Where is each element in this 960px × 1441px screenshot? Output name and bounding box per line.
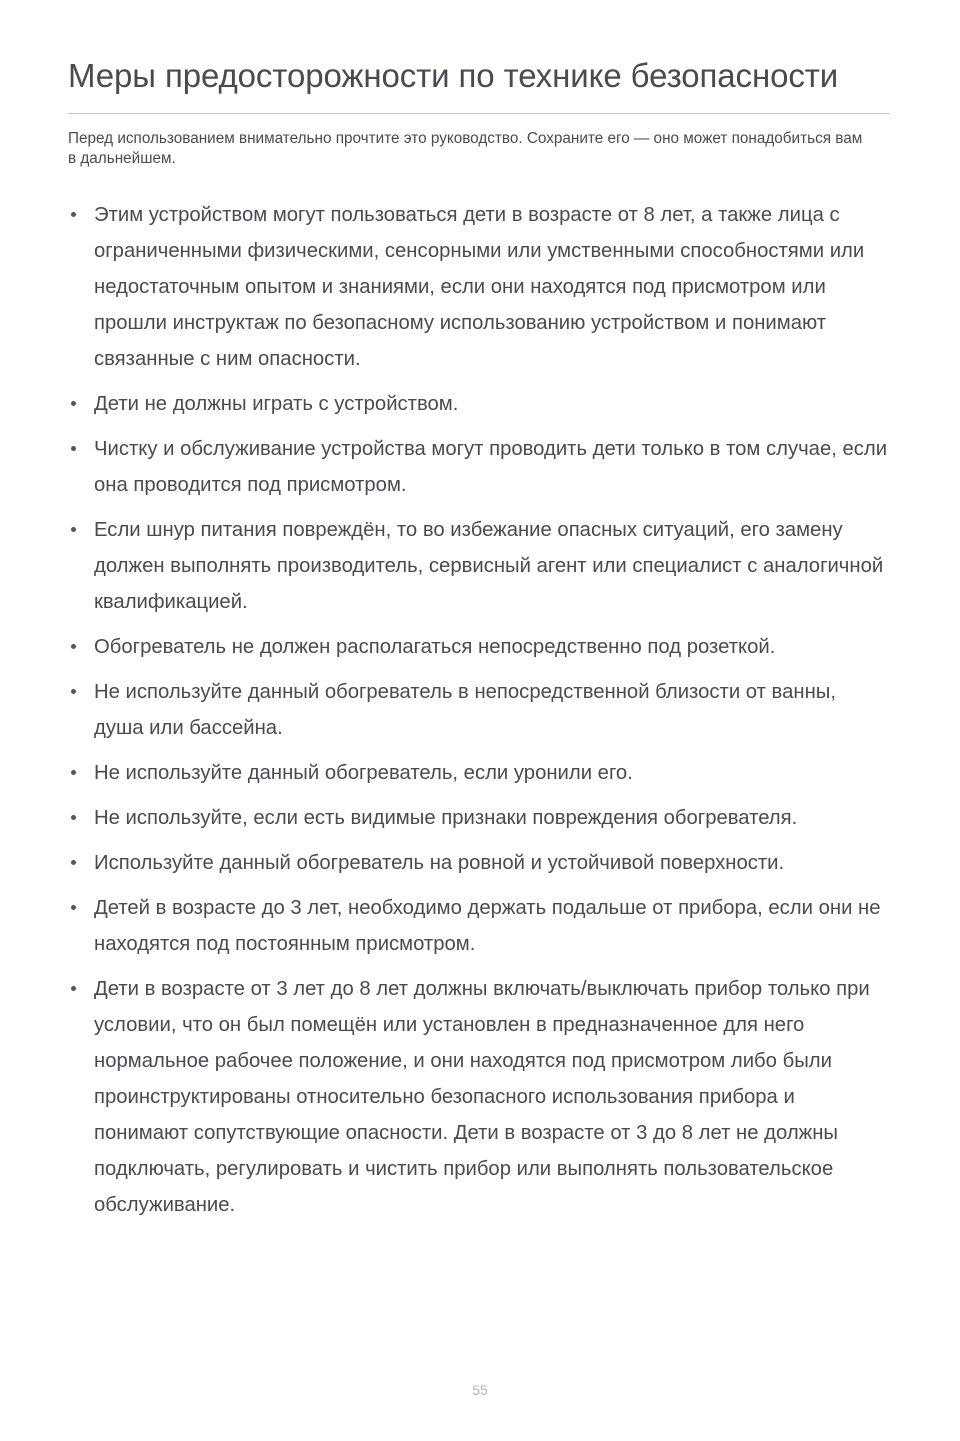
list-item (68, 629, 890, 665)
list-item-text: Если шнур питания повреждён, то во избежание опасных ситуаций, его замену должен выполнять производитель, сервисный агент или специалист с аналогичной квалификацией. (94, 519, 884, 613)
list-item-text: Не используйте данный обогреватель в непосредственной близости от ванны, душа или бассейна. (94, 681, 836, 739)
list-item-text: Не используйте, если есть видимые признаки повреждения обогревателя. (94, 807, 798, 829)
list-item-text: Дети не должны играть с устройством. (94, 393, 459, 415)
bullet-point-icon (71, 770, 76, 775)
bullet-point-icon (71, 446, 76, 451)
bullet-point-icon (71, 527, 76, 532)
page-number: 55 (472, 1382, 488, 1398)
list-item-text: Этим устройством могут пользоваться дети в возрасте от 8 лет, а также лица с ограниченными физическими, сенсорными или умственными способностями или недостаточным опытом и знаниями, если они находятся под присмотром или прошли инструктаж по безопасному использованию устройством и понимают связанные с ним опасности. (94, 204, 865, 370)
bullet-point-icon (71, 212, 76, 217)
list-item-text: Используйте данный обогреватель на ровной и устойчивой поверхности. (94, 852, 785, 874)
list-item-text: Чистку и обслуживание устройства могут проводить дети только в том случае, если она проводится под присмотром. (94, 438, 888, 496)
bullet-point-icon (71, 905, 76, 910)
list-item (68, 674, 890, 746)
bullet-point-icon (71, 860, 76, 865)
intro-paragraph: Перед использованием внимательно прочтите это руководство. Сохраните его — оно может понадобиться вам в дальнейшем. (68, 130, 863, 167)
list-item-text: Детей в возрасте до 3 лет, необходимо держать подальше от прибора, если они не находятся под постоянным присмотром. (94, 897, 881, 955)
list-item (68, 800, 890, 836)
list-item (68, 197, 890, 377)
list-item-text: Не используйте данный обогреватель, если уронили его. (94, 762, 633, 784)
bullet-point-icon (71, 815, 76, 820)
list-item-text: Обогреватель не должен располагаться непосредственно под розеткой. (94, 636, 776, 658)
list-item (68, 386, 890, 422)
list-item (68, 755, 890, 791)
list-item (68, 431, 890, 503)
list-item (68, 971, 890, 1223)
safety-precautions-list (68, 169, 890, 1223)
bullet-point-icon (71, 401, 76, 406)
bullet-point-icon (71, 689, 76, 694)
page-content (68, 0, 890, 1223)
list-item-text: Дети в возрасте от 3 лет до 8 лет должны включать/выключать прибор только при условии, что он был помещён или установлен в предназначенное для него нормальное рабочее положение, и они находятся под присмотром либо были проинструктированы относительно безопасного использования прибора и понимают сопутствующие опасности. Дети в возрасте от 3 до 8 лет не должны подключать, регулировать и чистить прибор или выполнять пользовательское обслуживание. (94, 978, 870, 1216)
list-item (68, 512, 890, 620)
list-item (68, 890, 890, 962)
bullet-point-icon (71, 644, 76, 649)
bullet-point-icon (71, 986, 76, 991)
list-item (68, 845, 890, 881)
page-title: Меры предосторожности по технике безопасности (68, 57, 839, 94)
